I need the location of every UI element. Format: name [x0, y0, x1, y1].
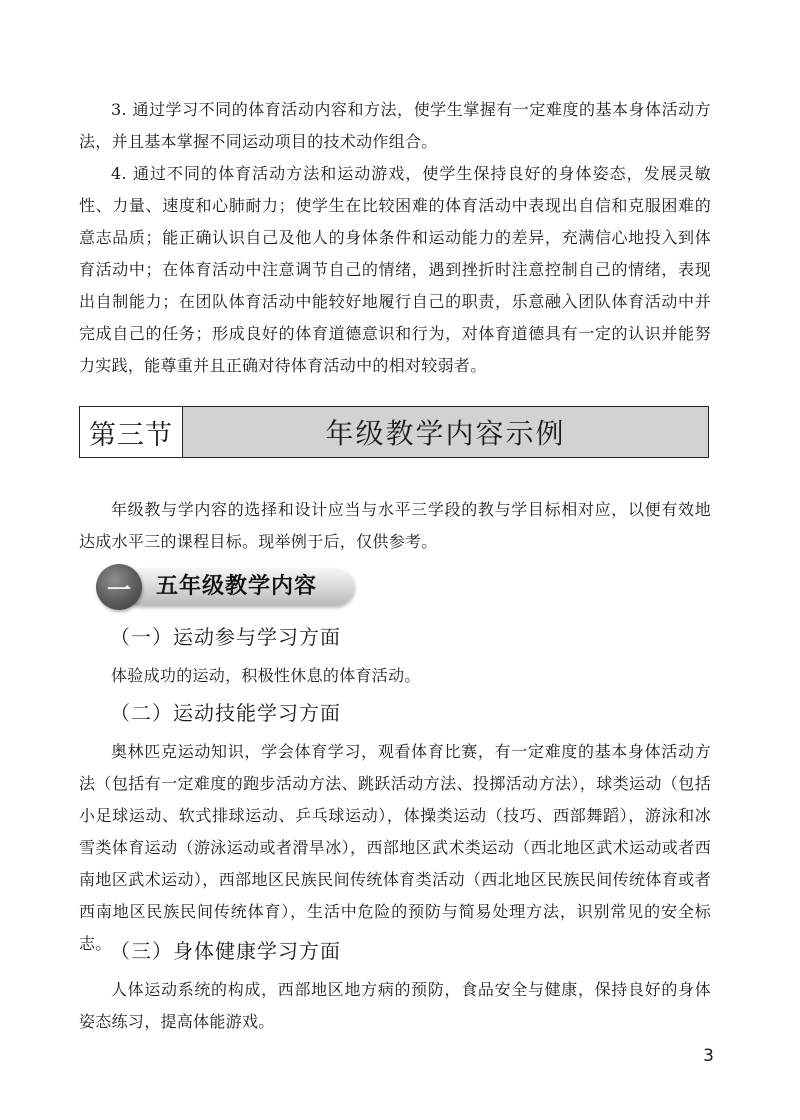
intro-paragraph: 年级教与学内容的选择和设计应当与水平三学段的教与学目标相对应，以便有效地达成水平三的课程目标。现举例于后，仅供参考。: [79, 500, 711, 551]
item-body-health: 人体运动系统的构成，西部地区地方病的预防，食品安全与健康，保持良好的身体姿态练习，提高体能游戏。: [79, 980, 711, 1031]
item-heading-participation: （一）运动参与学习方面: [110, 625, 341, 649]
item-body-participation: 体验成功的运动，积极性休息的体育活动。: [111, 666, 421, 685]
subsection-title: 五年级教学内容: [156, 574, 318, 599]
item-heading-health: （三）身体健康学习方面: [110, 939, 341, 963]
section-title: 年级教学内容示例: [183, 407, 708, 457]
page-number: 3: [703, 1046, 714, 1066]
section-header: [79, 406, 709, 458]
item-body-skills: 奥林匹克运动知识，学会体育学习，观看体育比赛，有一定难度的基本身体活动方法（包括有一定难度的跑步活动方法、跳跃活动方法、投掷活动方法），球类运动（包括小足球运动、软式排球运动、乒乓球运动），体操类运动（技巧、西部舞蹈），游泳和冰雪类体育运动（游泳运动或者滑旱冰），西部地区武术类运动（西北地区武术运动或者西南地区武术运动），西部地区民族民间传统体育类活动（西北地区民族民间传统体育或者西南地区民族民间传统体育），生活中危险的预防与简易处理方法，识别常见的安全标志。: [79, 742, 711, 953]
paragraph-item-4: 4. 通过不同的体育活动方法和运动游戏，使学生保持良好的身体姿态，发展灵敏性、力量、速度和心肺耐力；使学生在比较困难的体育活动中表现出自信和克服困难的意志品质；能正确认识自己及他人的身体条件和运动能力的差异，充满信心地投入到体育活动中；在体育活动中注意调节自己的情绪，遇到挫折时注意控制自己的情绪，表现出自制能力；在团队体育活动中能较好地履行自己的职责，乐意融入团队体育活动中并完成自己的任务；形成良好的体育道德意识和行为，对体育道德具有一定的认识并能努力实践，能尊重并且正确对待体育活动中的相对较弱者。: [79, 164, 711, 375]
subsection-banner: [96, 564, 356, 610]
section-number: 第三节: [80, 407, 183, 457]
subsection-marker: 一: [96, 564, 142, 610]
paragraph-item-3: 3. 通过学习不同的体育活动内容和方法，使学生掌握有一定难度的基本身体活动方法，并且基本掌握不同运动项目的技术动作组合。: [79, 100, 711, 151]
item-heading-skills: （二）运动技能学习方面: [110, 701, 341, 725]
